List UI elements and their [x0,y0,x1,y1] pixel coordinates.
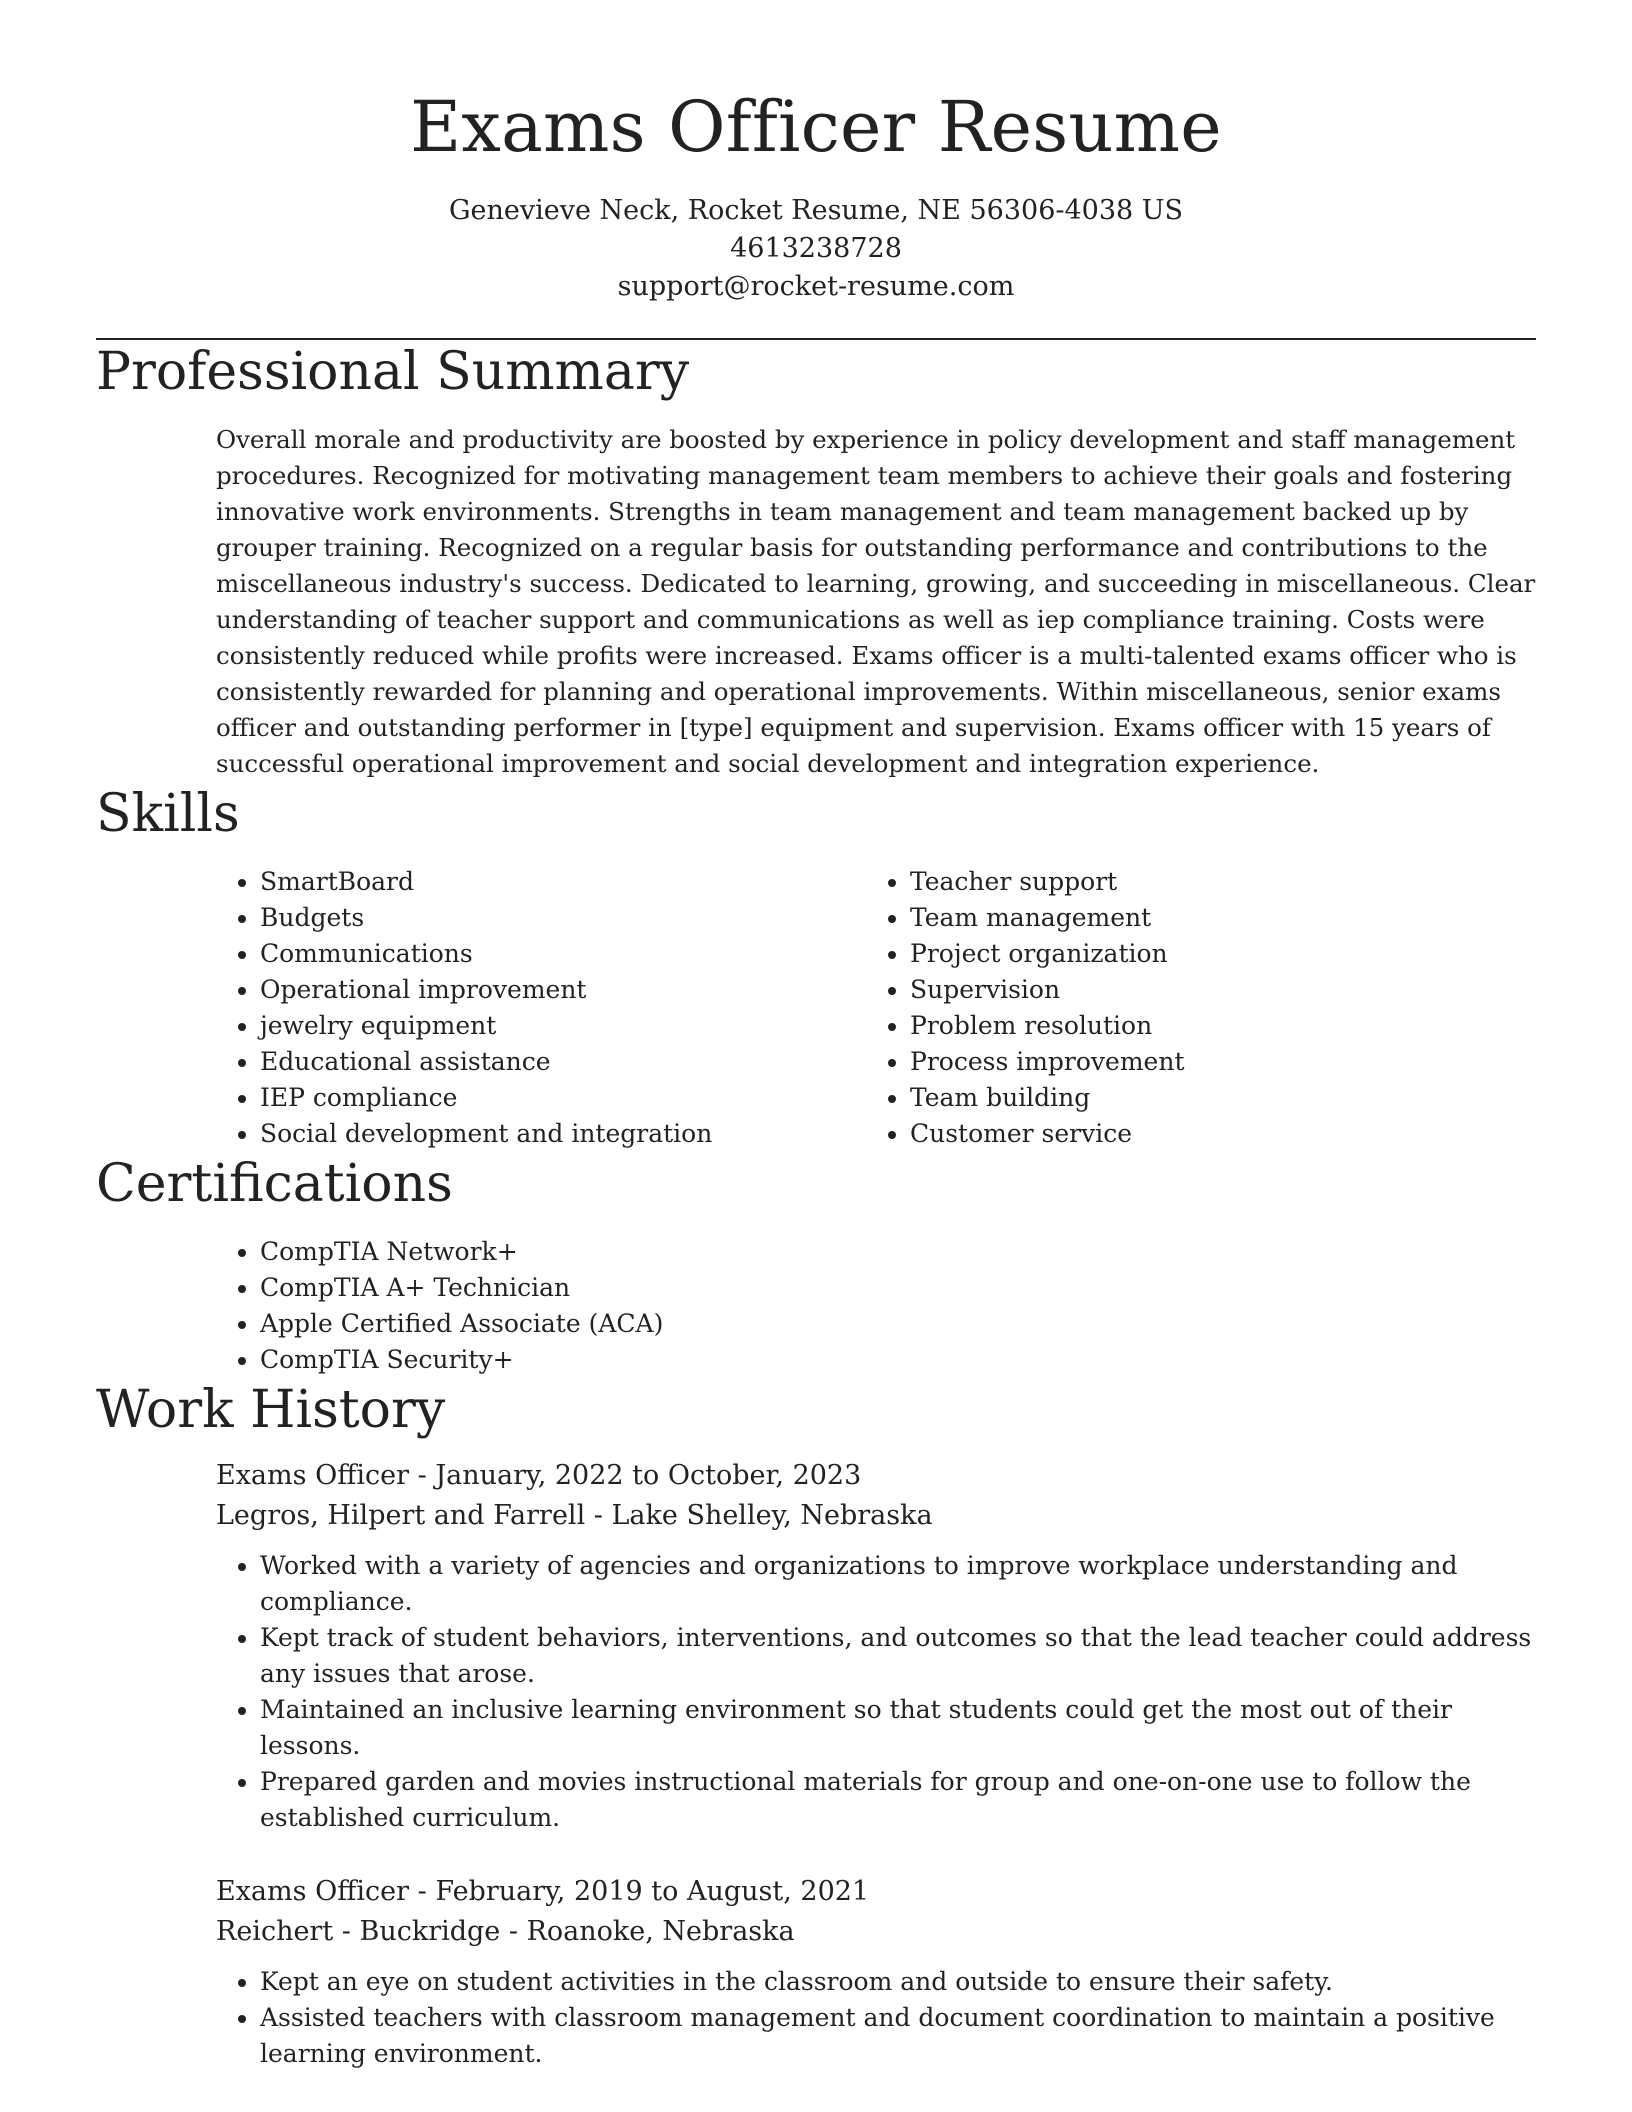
certifications-list [216,1234,1536,1378]
contact-phone: 4613238728 [730,233,902,264]
certification-item: • CompTIA Network+ [260,1234,1536,1270]
resume-title: Exams Officer Resume [410,86,1222,168]
job-title-dates: Exams Officer - February, 2019 to August, 2021 [216,1876,870,1907]
skill-item: • Supervision [910,972,1510,1008]
skill-item: • Operational improvement [260,972,866,1008]
job-duty-item: • Assisted teachers with classroom management and document coordination to maintain a positive learning environment. [260,2000,1536,2072]
job-entry [216,1456,1536,1836]
certifications-heading: Certifications [96,1154,453,1214]
job-duty-item: • Maintained an inclusive learning environment so that students could get the most out of their lessons. [260,1692,1536,1764]
skill-item: • Process improvement [910,1044,1510,1080]
skill-item: • IEP compliance [260,1080,866,1116]
skills-list-left [216,864,866,1152]
contact-info [96,192,1536,306]
job-duties-list [216,1964,1536,2072]
contact-address: Genevieve Neck, Rocket Resume, NE 56306-4038 US [448,195,1184,226]
skills-list-right [866,864,1510,1152]
skill-item: • Team building [910,1080,1510,1116]
skill-item: • Problem resolution [910,1008,1510,1044]
job-title-dates: Exams Officer - January, 2022 to October, 2023 [216,1460,862,1491]
skill-item: • Social development and integration [260,1116,866,1152]
certification-item: • CompTIA A+ Technician [260,1270,1536,1306]
skill-item: • Team management [910,900,1510,936]
skill-item: • Project organization [910,936,1510,972]
certification-item: • Apple Certified Associate (ACA) [260,1306,1536,1342]
job-duty-item: • Kept an eye on student activities in the classroom and outside to ensure their safety. [260,1964,1536,2000]
skill-item: • SmartBoard [260,864,866,900]
certification-item: • CompTIA Security+ [260,1342,1536,1378]
skill-item: • Customer service [910,1116,1510,1152]
certifications-block [216,1234,1536,1378]
contact-email: support@rocket-resume.com [617,271,1015,302]
summary-heading: Professional Summary [96,342,690,402]
job-company-location: Legros, Hilpert and Farrell - Lake Shelley, Nebraska [216,1500,933,1531]
job-duty-item: • Prepared garden and movies instructional materials for group and one-on-one use to follow the established curriculum. [260,1764,1536,1836]
job-entry [216,1872,1536,2072]
resume-page [96,0,1536,2072]
work-history-heading: Work History [96,1380,446,1440]
skill-item: • Communications [260,936,866,972]
summary-text: Overall morale and productivity are boosted by experience in policy development and staff management procedures. Recognized for motivating management team members to achieve their goals and fostering innovative work environments. Strengths in team management and team management backed up by grouper training. Recognized on a regular basis for outstanding performance and contributions to the miscellaneous industry's success. Dedicated to learning, growing, and succeeding in miscellaneous. Clear understanding of teacher support and communications as well as iep compliance training. Costs were consistently reduced while profits were increased. Exams officer is a multi-talented exams officer who is consistently rewarded for planning and operational improvements. Within miscellaneous, senior exams officer and outstanding performer in [type] equipment and supervision. Exams officer with 15 years of successful operational improvement and social development and integration experience. [216,425,1536,778]
skills-columns [216,864,1536,1152]
job-company-location: Reichert - Buckridge - Roanoke, Nebraska [216,1916,795,1947]
skill-item: • Budgets [260,900,866,936]
skill-item: • Educational assistance [260,1044,866,1080]
job-duty-item: • Kept track of student behaviors, interventions, and outcomes so that the lead teacher could address any issues that arose. [260,1620,1536,1692]
skill-item: • Teacher support [910,864,1510,900]
job-duties-list [216,1548,1536,1836]
skills-heading: Skills [96,784,240,844]
skill-item: • jewelry equipment [260,1008,866,1044]
job-duty-item: • Worked with a variety of agencies and organizations to improve workplace understanding and compliance. [260,1548,1536,1620]
